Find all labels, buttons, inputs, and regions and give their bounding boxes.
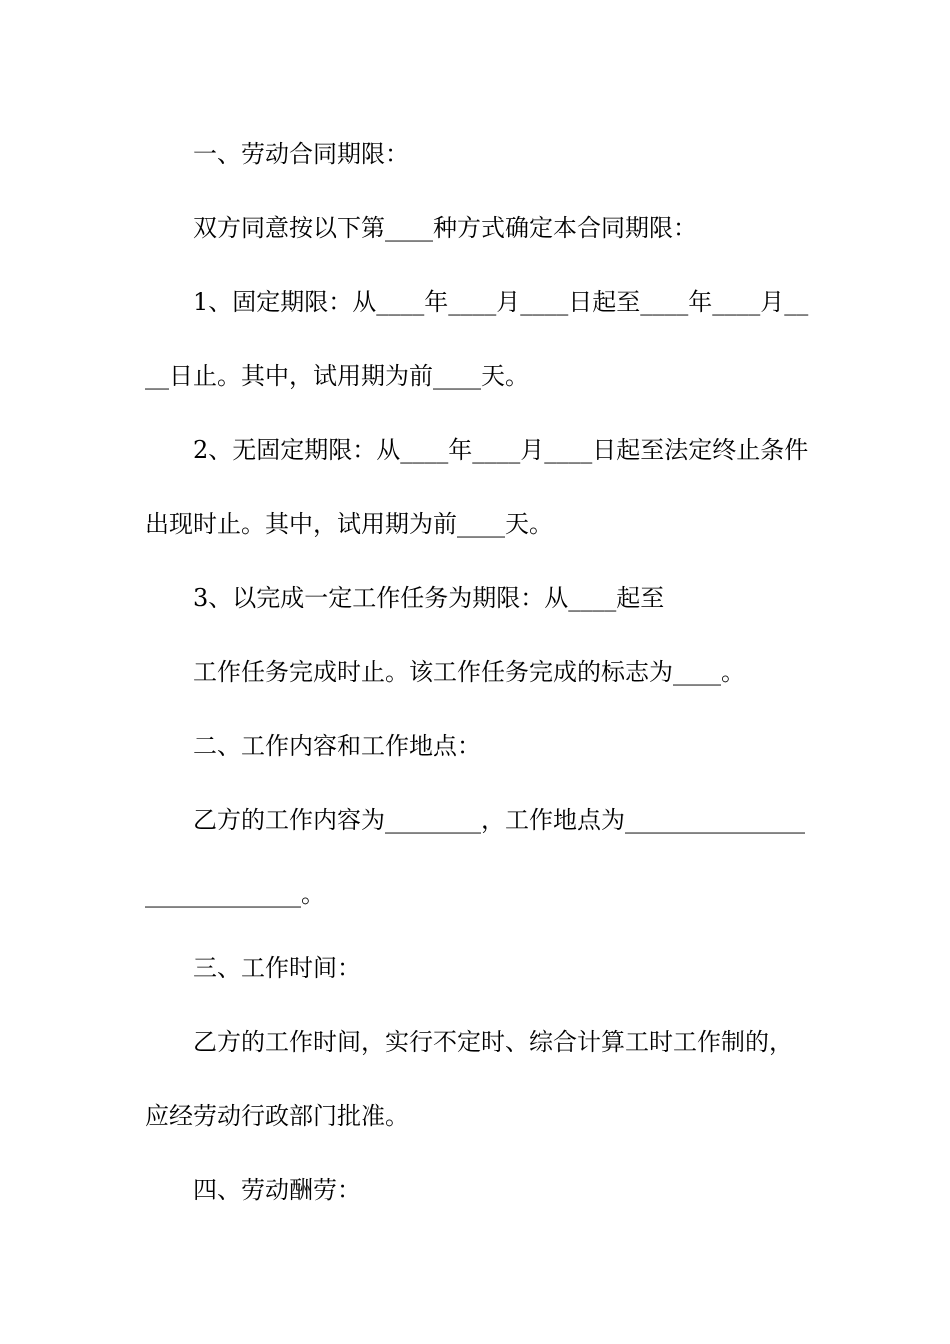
paragraph-work-time-cont: 应经劳动行政部门批准。: [145, 1102, 409, 1130]
paragraph-work-content: 乙方的工作内容为________，工作地点为_______________: [193, 806, 805, 834]
list-item-fixed-term: 1、固定期限：从____年____月____日起至____年____月__: [193, 288, 809, 316]
section-heading-work-content: 二、工作内容和工作地点：: [193, 732, 481, 760]
section-heading-remuneration: 四、劳动酬劳：: [193, 1176, 361, 1204]
section-heading-contract-term: 一、劳动合同期限：: [193, 140, 409, 168]
paragraph-work-content-cont: _____________。: [145, 880, 325, 908]
list-item-fixed-term-cont: __日止。其中，试用期为前____天。: [145, 362, 529, 390]
paragraph-term-method: 双方同意按以下第____种方式确定本合同期限：: [193, 214, 697, 242]
list-item-task-term: 3、以完成一定工作任务为期限：从____起至: [193, 584, 665, 612]
section-heading-work-time: 三、工作时间：: [193, 954, 361, 982]
paragraph-work-time: 乙方的工作时间，实行不定时、综合计算工时工作制的，: [193, 1028, 793, 1056]
list-item-task-term-cont: 工作任务完成时止。该工作任务完成的标志为____。: [193, 658, 745, 686]
list-item-open-term: 2、无固定期限：从____年____月____日起至法定终止条件: [193, 436, 809, 464]
list-item-open-term-cont: 出现时止。其中，试用期为前____天。: [145, 510, 553, 538]
